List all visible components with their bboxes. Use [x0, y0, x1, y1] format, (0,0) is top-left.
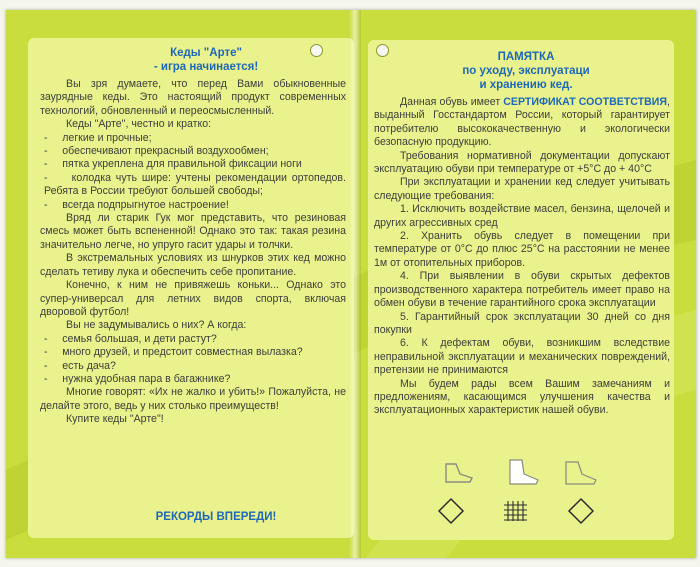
shoe-low-icon	[446, 464, 472, 482]
right-item: 1. Исключить воздействие масел, бензина, щелочей и других агрессивных сред	[374, 203, 670, 229]
right-title-line-3: и хранению кед.	[479, 79, 573, 91]
diamond-icon	[569, 499, 593, 523]
care-symbols	[436, 496, 606, 526]
right-temp: Требования нормативной документации допускают эксплуатацию обуви при температуре от +5°С до + 40°С	[374, 149, 670, 176]
left-bullet: - колодка чуть шире: учтены рекомендации ортопедов. Ребята в России требуют большей свободы;	[44, 171, 346, 198]
right-cert: Данная обувь имеет СЕРТИФИКАТ СООТВЕТСТВИЯ, выданный Госстандартом России, который гарантирует потребителю высококачественную и экологически безопасную продукцию.	[374, 96, 670, 149]
grid-icon	[504, 501, 527, 521]
leaflet-sheet	[6, 10, 696, 558]
left-para-buy: Купите кеды "Арте"!	[66, 413, 164, 426]
left-footer: РЕКОРДЫ ВПЕРЕДИ!	[155, 511, 277, 523]
punch-hole-left	[310, 44, 323, 57]
right-title-line-1: ПАМЯТКА	[497, 51, 555, 63]
right-item: 4. При выявлении в обуви скрытых дефектов производственного характера потребитель имеет право на обмен обуви в течение гарантийного срока эксплуатации	[374, 270, 670, 310]
left-para-question: Вы не задумывались о них? А когда:	[66, 319, 247, 332]
left-kratko: Кеды "Арте", честно и кратко:	[66, 118, 212, 131]
right-item: 2. Хранить обувь следует в помещении при температуре от 0°С до плюс 25°С на расстоянии не менее 1м от отопительных приборов.	[374, 230, 670, 269]
left-para-guk: Вряд ли старик Гук мог представить, что резиновая смесь может быть вспененной! Однако это так: такая резина значительно легче, но упруго гасит удары и толчки.	[40, 212, 346, 251]
left-bullet: - есть дача?	[44, 359, 116, 372]
left-bullet: - всегда подпрыгнутое настроение!	[44, 198, 229, 211]
fold-line	[349, 10, 361, 558]
left-bullet: - обеспечивают прекрасный воздухообмен;	[44, 145, 269, 158]
left-body	[40, 78, 346, 427]
right-title	[426, 50, 626, 92]
left-title-line-1: Кеды "Арте"	[170, 47, 242, 59]
left-title	[106, 46, 306, 74]
left-bullet: - нужна удобная пара в багажнике?	[44, 372, 231, 385]
shoe-icons	[426, 456, 616, 490]
left-bullet: - много друзей, и предстоит совместная вылазка?	[44, 346, 303, 359]
left-bullet: - легкие и прочные;	[44, 131, 152, 144]
left-intro: Вы зря думаете, что перед Вами обыкновенные заурядные кеды. Это настоящий продукт современных технологий, обновленный и переосмысленный.	[40, 78, 346, 117]
left-para-skates: Конечно, к ним не привяжешь коньки... Однако это супер-универсал для летних видов спорта, включая дворовой футбол!	[40, 279, 346, 318]
right-item: 5. Гарантийный срок эксплуатации 30 дней со дня покупки	[374, 310, 670, 336]
right-body	[374, 96, 670, 418]
shoe-boot-icon	[566, 462, 596, 484]
shoe-high-icon	[510, 460, 538, 484]
right-title-line-2: по уходу, эксплуатаци	[462, 65, 590, 77]
cert-highlight: СЕРТИФИКАТ СООТВЕТСТВИЯ	[503, 96, 668, 108]
punch-hole-right	[376, 44, 389, 57]
left-title-line-2: - игра начинается!	[153, 61, 259, 73]
left-para-quote: Многие говорят: «Их не жалко и убить!» Пожалуйста, не делайте этого, ведь у них столько преимуществ!	[40, 386, 346, 412]
left-para-extreme: В экстремальных условиях из шнурков этих кед можно сделать тетиву лука и обеспечить себе пропитание.	[40, 252, 346, 278]
right-closing: Мы будем рады всем Вашим замечаниям и предложениям, касающимся улучшения качества и эксплуатационных характеристик нашей обуви.	[374, 377, 670, 417]
right-item: 6. К дефектам обуви, возникшим вследствие неправильной эксплуатации и механических повреждений, претензии не принимаются	[374, 337, 670, 377]
left-bullet: - пятка укреплена для правильной фиксации ноги	[44, 158, 302, 171]
right-requirements: При эксплуатации и хранении кед следует учитывать следующие требования:	[374, 176, 670, 202]
diamond-icon	[439, 499, 463, 523]
left-bullet: - семья большая, и дети растут?	[44, 332, 217, 345]
